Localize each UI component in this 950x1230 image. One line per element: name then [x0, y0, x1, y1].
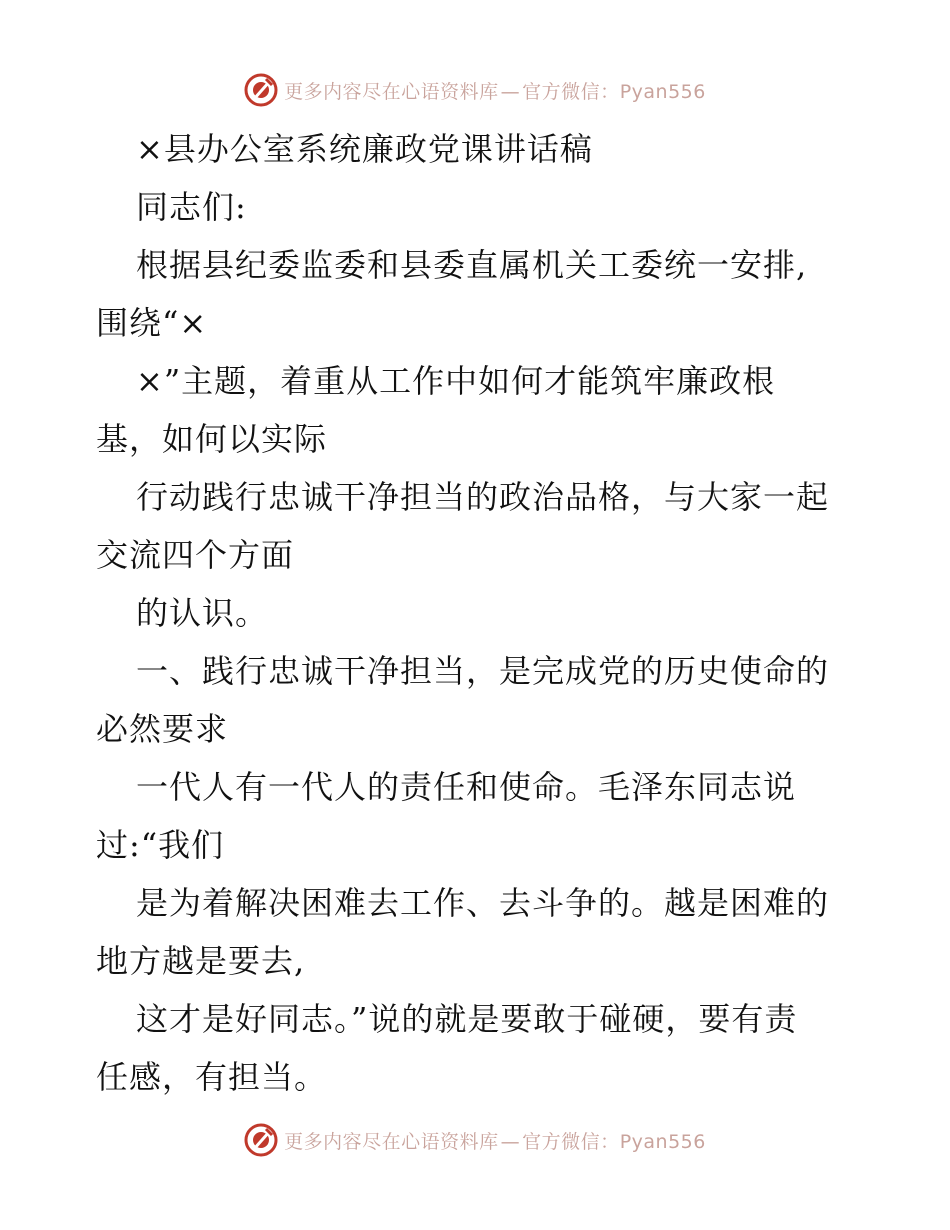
paragraph-line: ×”主题，着重从工作中如何才能筑牢廉政根: [136, 362, 776, 400]
wechat-label: 官方微信：: [522, 1130, 620, 1153]
banner-separator: —: [500, 1130, 521, 1153]
wechat-id: Pyan556: [619, 1130, 706, 1153]
banner-separator: —: [500, 80, 521, 103]
paragraph-line: 基，如何以实际: [96, 420, 328, 458]
footer-watermark-banner: [0, 1120, 950, 1160]
banner-text: 更多内容尽在心语资料库: [284, 1130, 499, 1153]
wechat-label: 官方微信：: [522, 80, 620, 103]
paragraph-line: 交流四个方面: [96, 536, 295, 574]
paragraph-line: 任感，有担当。: [96, 1058, 328, 1096]
paragraph-line: 围绕“×: [96, 304, 208, 342]
section-heading: 一、践行忠诚干净担当，是完成党的历史使命的: [136, 652, 830, 690]
paragraph-line: 地方越是要去,: [96, 942, 306, 980]
paragraph-line: 的认识。: [136, 594, 269, 632]
paragraph-line: 根据县纪委监委和县委直属机关工委统一安排,: [136, 246, 808, 284]
header-watermark-banner: [0, 70, 950, 110]
section-heading-continued: 必然要求: [96, 710, 229, 748]
paragraph-line: 是为着解决困难去工作、去斗争的。越是困难的: [136, 884, 830, 922]
logo-icon: [244, 1123, 278, 1157]
paragraph-line: 这才是好同志。”说的就是要敢于碰硬，要有责: [136, 1000, 798, 1038]
paragraph-line: 一代人有一代人的责任和使命。毛泽东同志说: [136, 768, 797, 806]
paragraph-line: 过:“我们: [96, 826, 225, 864]
banner-text: 更多内容尽在心语资料库: [284, 80, 499, 103]
paragraph-line: 行动践行忠诚干净担当的政治品格，与大家一起: [136, 478, 830, 516]
paragraph-line: 同志们:: [136, 188, 247, 226]
wechat-id: Pyan556: [619, 80, 706, 103]
document-body: [96, 120, 856, 1106]
document-title: ×县办公室系统廉政党课讲话稿: [136, 130, 593, 168]
logo-icon: [244, 73, 278, 107]
